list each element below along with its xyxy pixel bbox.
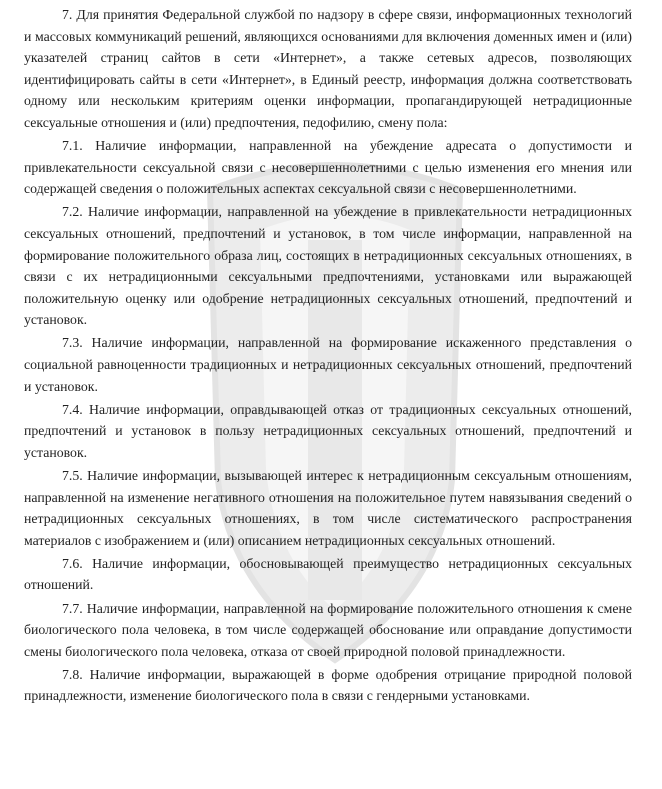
- paragraph-7-7: 7.7. Наличие информации, направленной на формирование положительного отношения к смене биологического пола человека, в том числе содержащей обоснование или оправдание допустимости смены биологического пола человека, отказа от своей природной половой принадлежности.: [24, 600, 632, 659]
- paragraph-7-2: 7.2. Наличие информации, направленной на убеждение в привлекательности нетрадиционных сексуальных отношений, предпочтений и установок, в том числе информации, направленной на формирование положительного образа лиц, состоящих в нетрадиционных сексуальных отношениях, в связи с их нетрадиционными сексуальными предпочтениями, установками или выражающей положительную оценку или одобрение нетрадиционных сексуальных отношений, предпочтений и установок.: [24, 204, 632, 328]
- paragraph-7-6: 7.6. Наличие информации, обосновывающей преимущество нетрадиционных сексуальных отношений.: [24, 555, 632, 593]
- paragraph-7-8: 7.8. Наличие информации, выражающей в форме одобрения отрицание природной половой принадлежности, изменение биологического пола в связи с гендерными установками.: [24, 666, 632, 704]
- paragraph-7-4: 7.4. Наличие информации, оправдывающей отказ от традиционных сексуальных отношений, предпочтений и установок в пользу нетрадиционных сексуальных отношений, предпочтений и установок.: [24, 401, 632, 460]
- paragraph-7: 7. Для принятия Федеральной службой по надзору в сфере связи, информационных технологий и массовых коммуникаций решений, являющихся основаниями для включения доменных имен и (или) указателей страниц сайтов в сети «Интернет», а также сетевых адресов, позволяющих идентифицировать сайты в сети «Интернет», в Единый реестр, информация должна соответствовать одному или нескольким критериям оценки информации, пропагандирующей нетрадиционные сексуальные отношения и (или) предпочтения, педофилию, смену пола:: [24, 7, 632, 130]
- document-body: [24, 4, 632, 709]
- paragraph-7-5: 7.5. Наличие информации, вызывающей интерес к нетрадиционным сексуальным отношениям, направленной на изменение негативного отношения на положительное путем навязывания сведений о нетрадиционных сексуальных отношениях, в том числе систематического распространения материалов с изображением и (или) описанием нетрадиционных сексуальных отношений.: [24, 467, 632, 548]
- paragraph-7-3: 7.3. Наличие информации, направленной на формирование искаженного представления о социальной равноценности традиционных и нетрадиционных сексуальных отношений, предпочтений и установок.: [24, 335, 632, 394]
- paragraph-7-1: 7.1. Наличие информации, направленной на убеждение адресата о допустимости и привлекательности сексуальной связи с несовершеннолетними с целью изменения его мнения или содержащей сведения о положительных аспектах сексуальной связи с несовершеннолетними.: [24, 138, 632, 197]
